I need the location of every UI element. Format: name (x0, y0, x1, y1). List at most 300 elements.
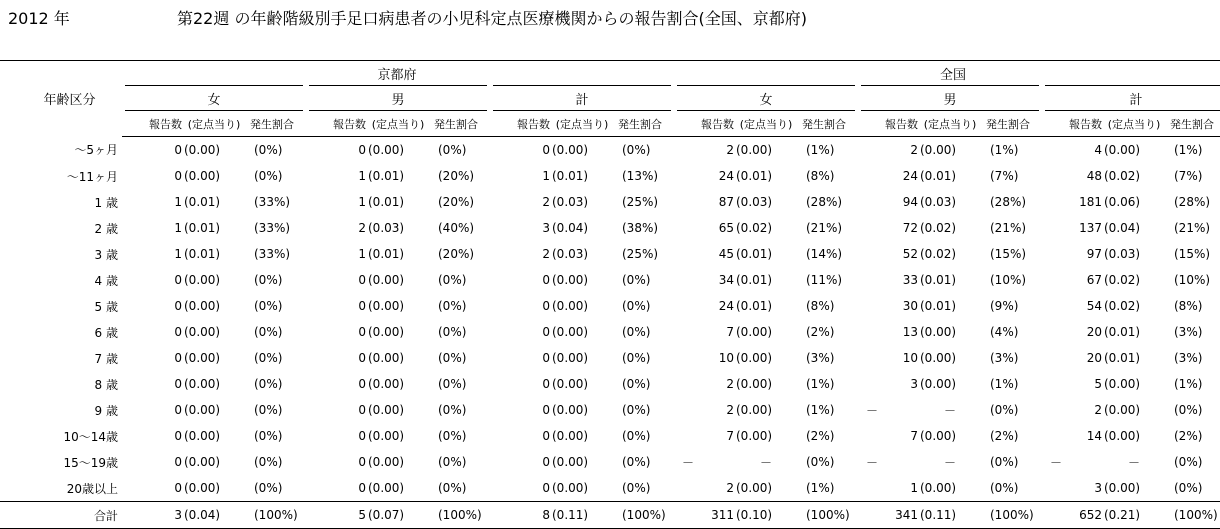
per-site-value: (0.00) (552, 455, 589, 469)
report-count: 7 (910, 429, 918, 443)
report-count: 7 (726, 429, 734, 443)
per-site-value: (0.00) (920, 377, 957, 391)
report-count: － (1050, 455, 1063, 470)
table-row (0, 345, 1220, 371)
per-site-value: (0.03) (552, 247, 589, 261)
incidence-rate: (2%) (990, 429, 1019, 443)
sex-header: 女 (674, 86, 858, 111)
incidence-rate: (4%) (990, 325, 1019, 339)
report-count: 5 (306, 502, 366, 529)
incidence-rate: (1%) (990, 143, 1019, 157)
sub-header-count: 報告数 (858, 111, 918, 137)
report-count: 34 (718, 273, 734, 287)
per-site-value: (0.11) (550, 502, 614, 529)
incidence-rate: (1%) (806, 377, 835, 391)
report-year: 2012 年 (8, 9, 70, 28)
report-count: 137 (1079, 221, 1102, 235)
per-site-value: (0.00) (920, 481, 957, 495)
incidence-rate: (11%) (806, 273, 843, 287)
per-site-value: (0.00) (184, 273, 221, 287)
age-label: 1 歳 (94, 195, 118, 210)
table-row (0, 397, 1220, 423)
sex-header: 女 (122, 86, 306, 111)
incidence-rate: (0%) (438, 325, 467, 339)
incidence-rate: (0%) (254, 455, 283, 469)
incidence-rate: (0%) (254, 273, 283, 287)
sub-header-per: (定点当り) (1102, 111, 1166, 137)
incidence-rate: (0%) (990, 403, 1019, 417)
per-site-value: (0.00) (368, 273, 405, 287)
incidence-rate: (0%) (438, 299, 467, 313)
per-site-value: (0.00) (184, 169, 221, 183)
report-count: 0 (358, 481, 366, 495)
per-site-value: (0.00) (368, 325, 405, 339)
table-row (0, 137, 1220, 164)
report-title: 第22週 の年齢階級別手足口病患者の小児科定点医療機関からの報告割合(全国、京都府) (177, 9, 807, 28)
per-site-value: (0.00) (184, 377, 221, 391)
incidence-rate: (3%) (1174, 325, 1203, 339)
incidence-rate: (15%) (990, 247, 1027, 261)
report-count: 1 (174, 221, 182, 235)
report-count: 7 (726, 325, 734, 339)
per-site-value: (0.00) (1104, 481, 1141, 495)
incidence-rate: (0%) (438, 273, 467, 287)
incidence-rate: (1%) (806, 143, 835, 157)
per-site-value: (0.00) (736, 429, 773, 443)
age-label: 10～14歳 (63, 429, 118, 444)
age-label: 6 歳 (94, 325, 118, 340)
per-site-value: (0.00) (736, 481, 773, 495)
per-site-value: (0.00) (184, 481, 221, 495)
sex-header: 計 (490, 86, 674, 111)
incidence-rate: (0%) (438, 481, 467, 495)
per-site-value: (0.02) (920, 247, 957, 261)
incidence-rate: (21%) (1174, 221, 1211, 235)
incidence-rate: (0%) (622, 325, 651, 339)
sub-header-rate: 発生割合 (1166, 111, 1220, 137)
per-site-value: (0.01) (368, 195, 405, 209)
per-site-value: (0.00) (736, 351, 773, 365)
sub-header-rate: 発生割合 (798, 111, 858, 137)
per-site-value: (0.00) (736, 325, 773, 339)
report-count: 3 (910, 377, 918, 391)
incidence-rate: (0%) (1174, 481, 1203, 495)
age-distribution-table (0, 60, 1220, 529)
per-site-value: (0.01) (184, 247, 221, 261)
per-site-value: (0.01) (552, 169, 589, 183)
incidence-rate: (20%) (438, 169, 475, 183)
per-site-value: (0.01) (920, 273, 957, 287)
report-count: 0 (358, 455, 366, 469)
report-count: 1 (174, 195, 182, 209)
incidence-rate: (2%) (806, 429, 835, 443)
table-row (0, 475, 1220, 502)
per-site-value: (0.00) (736, 143, 773, 157)
report-count: 0 (542, 429, 550, 443)
age-label: 20歳以上 (66, 481, 118, 496)
report-count: － (866, 403, 879, 418)
incidence-rate: (10%) (990, 273, 1027, 287)
age-label: 7 歳 (94, 351, 118, 366)
incidence-rate: (0%) (254, 377, 283, 391)
per-site-value: (0.00) (552, 377, 589, 391)
per-site-value: (0.04) (1104, 221, 1141, 235)
report-count: 2 (542, 195, 550, 209)
per-site-value: (0.00) (368, 455, 405, 469)
per-site-value: (0.01) (368, 247, 405, 261)
table-row (0, 189, 1220, 215)
report-count: 87 (718, 195, 734, 209)
per-site-value: (0.00) (184, 455, 221, 469)
report-count: 52 (902, 247, 918, 261)
incidence-rate: (2%) (1174, 429, 1203, 443)
incidence-rate: (15%) (1174, 247, 1211, 261)
per-site-value: － (943, 455, 956, 470)
incidence-rate: (0%) (254, 169, 283, 183)
report-count: 652 (1042, 502, 1102, 529)
incidence-rate: (0%) (622, 403, 651, 417)
per-site-value: － (1127, 455, 1140, 470)
per-site-value: (0.04) (552, 221, 589, 235)
incidence-rate: (100%) (1166, 502, 1220, 529)
per-site-value: (0.06) (1104, 195, 1141, 209)
incidence-rate: (33%) (254, 221, 291, 235)
report-count: 24 (718, 299, 734, 313)
per-site-value: － (943, 403, 956, 418)
report-count: 1 (910, 481, 918, 495)
incidence-rate: (0%) (438, 455, 467, 469)
per-site-value: (0.00) (368, 351, 405, 365)
incidence-rate: (1%) (1174, 377, 1203, 391)
per-site-value: (0.00) (1104, 403, 1141, 417)
sub-header-rate: 発生割合 (246, 111, 306, 137)
per-site-value: (0.00) (1104, 377, 1141, 391)
report-count: 0 (542, 403, 550, 417)
incidence-rate: (3%) (990, 351, 1019, 365)
report-count: 0 (358, 299, 366, 313)
total-row (0, 502, 1220, 529)
per-site-value: (0.00) (1104, 429, 1141, 443)
age-label: 3 歳 (94, 247, 118, 262)
report-count: 0 (174, 403, 182, 417)
report-count: 0 (174, 143, 182, 157)
per-site-value: (0.00) (552, 351, 589, 365)
per-site-value: (0.00) (368, 403, 405, 417)
incidence-rate: (0%) (1174, 455, 1203, 469)
incidence-rate: (28%) (990, 195, 1027, 209)
per-site-value: (0.00) (552, 299, 589, 313)
sex-header: 男 (858, 86, 1042, 111)
per-site-value: (0.03) (1104, 247, 1141, 261)
report-count: 0 (542, 143, 550, 157)
incidence-rate: (7%) (1174, 169, 1203, 183)
report-count: 1 (358, 195, 366, 209)
incidence-rate: (0%) (438, 403, 467, 417)
report-count: 311 (674, 502, 734, 529)
report-count: 2 (726, 377, 734, 391)
incidence-rate: (0%) (254, 299, 283, 313)
report-count: 0 (174, 325, 182, 339)
report-count: 0 (358, 143, 366, 157)
incidence-rate: (0%) (438, 143, 467, 157)
report-count: 0 (358, 325, 366, 339)
per-site-value: (0.02) (1104, 299, 1141, 313)
report-count: 0 (542, 273, 550, 287)
report-count: 2 (358, 221, 366, 235)
incidence-rate: (3%) (1174, 351, 1203, 365)
sub-header-rate: 発生割合 (430, 111, 490, 137)
age-label: 15～19歳 (63, 455, 118, 470)
report-count: 72 (902, 221, 918, 235)
sub-header-count: 報告数 (1042, 111, 1102, 137)
table-row (0, 163, 1220, 189)
sub-header-count: 報告数 (490, 111, 550, 137)
report-count: 0 (358, 377, 366, 391)
report-count: 0 (174, 351, 182, 365)
per-site-value: (0.00) (552, 429, 589, 443)
table-row (0, 423, 1220, 449)
report-count: 2 (1094, 403, 1102, 417)
report-count: 30 (902, 299, 918, 313)
sub-header-per: (定点当り) (182, 111, 246, 137)
per-site-value: (0.00) (552, 325, 589, 339)
incidence-rate: (0%) (438, 377, 467, 391)
report-count: 0 (174, 377, 182, 391)
report-count: 0 (542, 299, 550, 313)
report-count: 48 (1086, 169, 1102, 183)
incidence-rate: (0%) (622, 299, 651, 313)
report-count: 0 (174, 429, 182, 443)
sex-header: 男 (306, 86, 490, 111)
incidence-rate: (21%) (990, 221, 1027, 235)
table-row (0, 449, 1220, 475)
incidence-rate: (20%) (438, 247, 475, 261)
per-site-value: － (759, 455, 772, 470)
incidence-rate: (9%) (990, 299, 1019, 313)
incidence-rate: (28%) (1174, 195, 1211, 209)
incidence-rate: (0%) (254, 351, 283, 365)
report-count: 2 (542, 247, 550, 261)
incidence-rate: (38%) (622, 221, 659, 235)
region-header: 全国 (674, 61, 1220, 86)
sub-header-count: 報告数 (122, 111, 182, 137)
incidence-rate: (13%) (622, 169, 659, 183)
report-count: 20 (1086, 325, 1102, 339)
per-site-value: (0.00) (1104, 143, 1141, 157)
incidence-rate: (0%) (806, 455, 835, 469)
per-site-value: (0.02) (1104, 273, 1141, 287)
incidence-rate: (0%) (622, 273, 651, 287)
incidence-rate: (25%) (622, 195, 659, 209)
per-site-value: (0.00) (184, 403, 221, 417)
per-site-value: (0.07) (366, 502, 430, 529)
table-row (0, 267, 1220, 293)
incidence-rate: (0%) (438, 429, 467, 443)
sub-header-per: (定点当り) (918, 111, 982, 137)
per-site-value: (0.01) (736, 169, 773, 183)
per-site-value: (0.03) (368, 221, 405, 235)
table-row (0, 293, 1220, 319)
per-site-value: (0.10) (734, 502, 798, 529)
incidence-rate: (33%) (254, 195, 291, 209)
incidence-rate: (3%) (806, 351, 835, 365)
report-count: 5 (1094, 377, 1102, 391)
incidence-rate: (1%) (806, 403, 835, 417)
report-count: 45 (718, 247, 734, 261)
report-count: 0 (174, 169, 182, 183)
report-count: 0 (542, 481, 550, 495)
per-site-value: (0.00) (920, 325, 957, 339)
per-site-value: (0.01) (1104, 351, 1141, 365)
report-count: 0 (358, 351, 366, 365)
per-site-value: (0.00) (184, 325, 221, 339)
per-site-value: (0.02) (736, 221, 773, 235)
incidence-rate: (10%) (1174, 273, 1211, 287)
sub-header-per: (定点当り) (366, 111, 430, 137)
per-site-value: (0.00) (552, 143, 589, 157)
per-site-value: (0.04) (182, 502, 246, 529)
table-row (0, 241, 1220, 267)
per-site-value: (0.01) (736, 299, 773, 313)
incidence-rate: (2%) (806, 325, 835, 339)
report-count: 67 (1086, 273, 1102, 287)
report-count: 4 (1094, 143, 1102, 157)
sub-header-per: (定点当り) (550, 111, 614, 137)
per-site-value: (0.00) (736, 377, 773, 391)
sub-header-count: 報告数 (306, 111, 366, 137)
incidence-rate: (0%) (1174, 403, 1203, 417)
incidence-rate: (100%) (246, 502, 306, 529)
report-count: 0 (358, 273, 366, 287)
incidence-rate: (7%) (990, 169, 1019, 183)
report-count: 0 (542, 351, 550, 365)
report-count: 97 (1086, 247, 1102, 261)
per-site-value: (0.01) (368, 169, 405, 183)
incidence-rate: (25%) (622, 247, 659, 261)
incidence-rate: (1%) (806, 481, 835, 495)
per-site-value: (0.00) (736, 403, 773, 417)
report-count: 0 (174, 299, 182, 313)
per-site-value: (0.01) (184, 221, 221, 235)
per-site-value: (0.00) (368, 429, 405, 443)
report-count: 94 (902, 195, 918, 209)
report-count: 0 (358, 429, 366, 443)
per-site-value: (0.01) (184, 195, 221, 209)
report-count: 1 (542, 169, 550, 183)
incidence-rate: (0%) (622, 377, 651, 391)
incidence-rate: (0%) (622, 455, 651, 469)
report-count: 0 (174, 481, 182, 495)
sub-header-rate: 発生割合 (982, 111, 1042, 137)
incidence-rate: (33%) (254, 247, 291, 261)
sub-header-count: 報告数 (674, 111, 734, 137)
per-site-value: (0.00) (368, 299, 405, 313)
report-count: 65 (718, 221, 734, 235)
report-count: 24 (718, 169, 734, 183)
age-header: 年齢区分 (43, 93, 96, 109)
incidence-rate: (100%) (614, 502, 674, 529)
report-count: 0 (542, 455, 550, 469)
per-site-value: (0.00) (552, 273, 589, 287)
age-label: ～5ヶ月 (74, 143, 118, 158)
incidence-rate: (14%) (806, 247, 843, 261)
report-count: 0 (542, 325, 550, 339)
incidence-rate: (0%) (622, 143, 651, 157)
report-count: 2 (910, 143, 918, 157)
age-label: 5 歳 (94, 299, 118, 314)
per-site-value: (0.03) (552, 195, 589, 209)
table-row (0, 215, 1220, 241)
report-count: 3 (1094, 481, 1102, 495)
sex-header: 計 (1042, 86, 1220, 111)
report-count: 0 (542, 377, 550, 391)
incidence-rate: (20%) (438, 195, 475, 209)
age-label: 合計 (0, 502, 122, 529)
per-site-value: (0.00) (920, 351, 957, 365)
report-count: 181 (1079, 195, 1102, 209)
incidence-rate: (0%) (622, 481, 651, 495)
incidence-rate: (0%) (990, 481, 1019, 495)
incidence-rate: (28%) (806, 195, 843, 209)
per-site-value: (0.02) (920, 221, 957, 235)
per-site-value: (0.00) (368, 377, 405, 391)
per-site-value: (0.01) (920, 299, 957, 313)
incidence-rate: (8%) (806, 299, 835, 313)
report-count: 10 (718, 351, 734, 365)
table-row (0, 371, 1220, 397)
per-site-value: (0.00) (184, 143, 221, 157)
per-site-value: (0.03) (920, 195, 957, 209)
incidence-rate: (0%) (622, 351, 651, 365)
incidence-rate: (0%) (254, 429, 283, 443)
report-count: － (682, 455, 695, 470)
age-label: 4 歳 (94, 273, 118, 288)
incidence-rate: (1%) (1174, 143, 1203, 157)
age-label: 9 歳 (94, 403, 118, 418)
per-site-value: (0.11) (918, 502, 982, 529)
age-label: 2 歳 (94, 221, 118, 236)
report-count: 33 (902, 273, 918, 287)
age-label: 8 歳 (94, 377, 118, 392)
region-header: 京都府 (122, 61, 674, 86)
report-count: 1 (358, 247, 366, 261)
per-site-value: (0.02) (1104, 169, 1141, 183)
report-count: 20 (1086, 351, 1102, 365)
report-count: 24 (902, 169, 918, 183)
incidence-rate: (100%) (982, 502, 1042, 529)
per-site-value: (0.00) (552, 481, 589, 495)
report-count: 0 (174, 455, 182, 469)
per-site-value: (0.01) (736, 273, 773, 287)
incidence-rate: (21%) (806, 221, 843, 235)
incidence-rate: (0%) (438, 351, 467, 365)
incidence-rate: (100%) (430, 502, 490, 529)
per-site-value: (0.01) (736, 247, 773, 261)
report-count: 1 (174, 247, 182, 261)
report-count: 54 (1086, 299, 1102, 313)
report-count: 10 (902, 351, 918, 365)
incidence-rate: (0%) (990, 455, 1019, 469)
incidence-rate: (0%) (254, 143, 283, 157)
report-count: 13 (902, 325, 918, 339)
per-site-value: (0.01) (920, 169, 957, 183)
report-count: 2 (726, 403, 734, 417)
per-site-value: (0.00) (920, 429, 957, 443)
report-count: 8 (490, 502, 550, 529)
incidence-rate: (8%) (1174, 299, 1203, 313)
sub-header-rate: 発生割合 (614, 111, 674, 137)
per-site-value: (0.01) (1104, 325, 1141, 339)
